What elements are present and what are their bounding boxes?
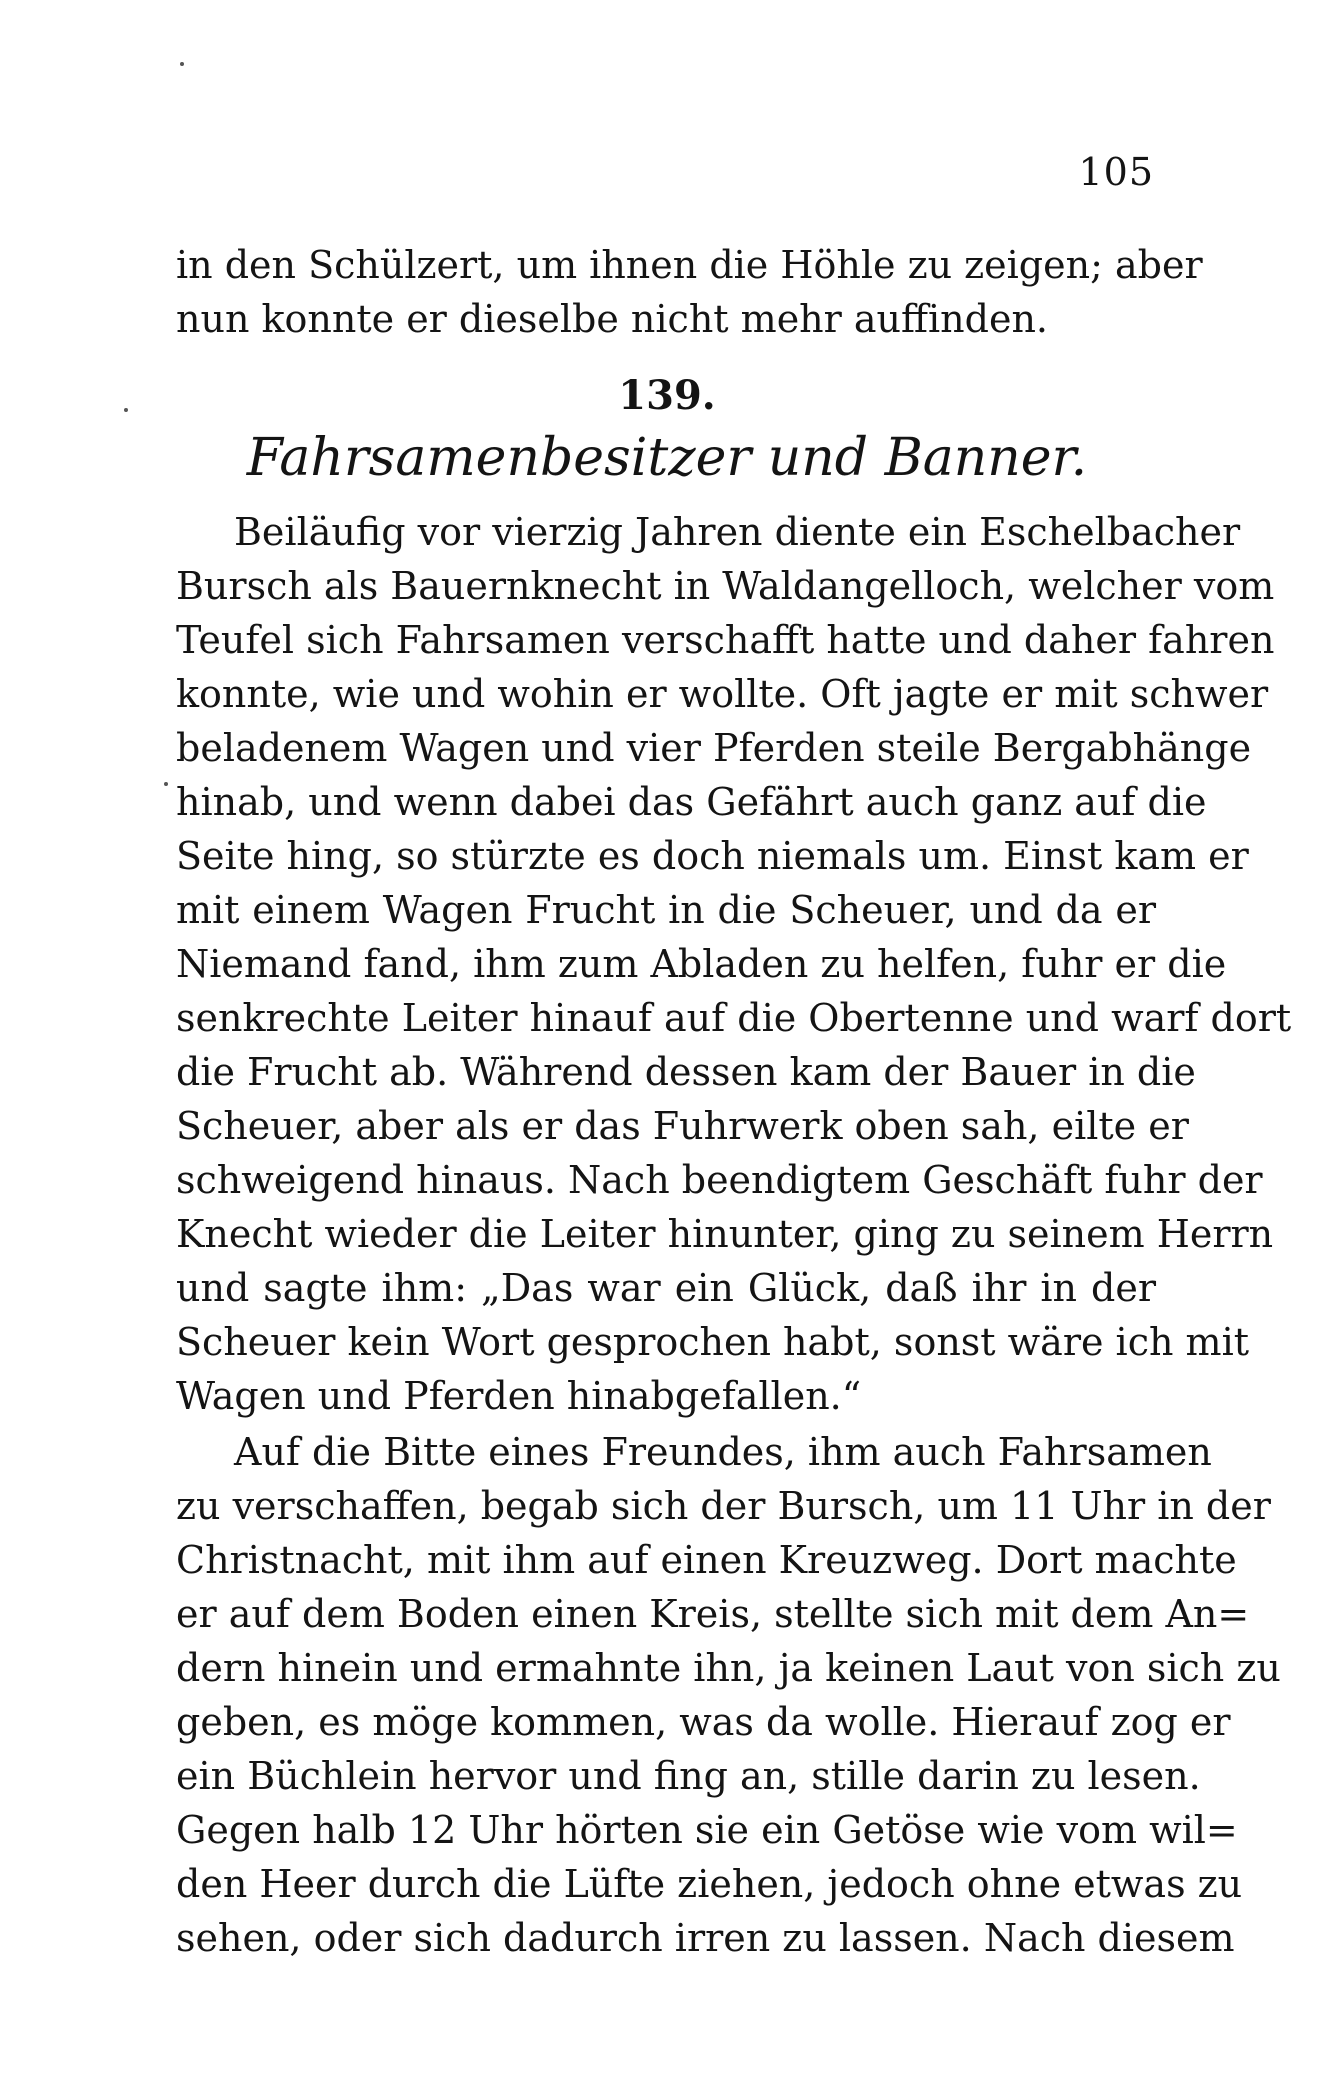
text-line: Niemand fand, ihm zum Abladen zu helfen, fuhr er die xyxy=(176,942,1227,986)
text-line: Gegen halb 12 Uhr hörten sie ein Getöse wie vom wil= xyxy=(176,1808,1238,1852)
text-line: mit einem Wagen Frucht in die Scheuer, und da er xyxy=(176,888,1156,932)
text-line: ein Büchlein hervor und fing an, stille darin zu lesen. xyxy=(176,1754,1201,1798)
text-line: Christnacht, mit ihm auf einen Kreuzweg. Dort machte xyxy=(176,1538,1237,1582)
text-line: die Frucht ab. Während dessen kam der Bauer in die xyxy=(176,1050,1196,1094)
text-line: Knecht wieder die Leiter hinunter, ging zu seinem Herrn xyxy=(176,1212,1274,1256)
text-line: und sagte ihm: „Das war ein Glück, daß ihr in der xyxy=(176,1266,1156,1310)
text-line: Wagen und Pferden hinabgefallen.“ xyxy=(176,1374,862,1418)
text-line: Bursch als Bauernknecht in Waldangelloch, welcher vom xyxy=(176,564,1275,608)
tale-title: Fahrsamenbesitzer und Banner. xyxy=(246,428,1088,488)
text-line: schweigend hinaus. Nach beendigtem Geschäft fuhr der xyxy=(176,1158,1263,1202)
top-text xyxy=(176,238,1203,346)
text-line: geben, es möge kommen, was da wolle. Hierauf zog er xyxy=(176,1700,1231,1744)
speck-mark xyxy=(180,62,184,66)
text-line: den Heer durch die Lüfte ziehen, jedoch ohne etwas zu xyxy=(176,1862,1243,1906)
paragraph-1 xyxy=(176,505,1292,1423)
text-line: konnte, wie und wohin er wollte. Oft jagte er mit schwer xyxy=(176,672,1269,716)
text-line: Beiläufig vor vierzig Jahren diente ein Eschelbacher xyxy=(234,510,1241,554)
text-line: nun konnte er dieselbe nicht mehr auffinden. xyxy=(176,297,1049,341)
text-line: beladenem Wagen und vier Pferden steile Bergabhänge xyxy=(176,726,1252,770)
page-number: 105 xyxy=(1078,150,1154,194)
paragraph-2 xyxy=(176,1425,1281,1965)
text-line: Auf die Bitte eines Freundes, ihm auch Fahrsamen xyxy=(234,1430,1212,1474)
text-line: zu verschaffen, begab sich der Bursch, um 11 Uhr in der xyxy=(176,1484,1271,1528)
text-line: er auf dem Boden einen Kreis, stellte sich mit dem An= xyxy=(176,1592,1250,1636)
text-line: sehen, oder sich dadurch irren zu lassen. Nach diesem xyxy=(176,1916,1235,1960)
text-line: senkrechte Leiter hinauf auf die Obertenne und warf dort xyxy=(176,996,1292,1040)
text-line: Seite hing, so stürzte es doch niemals um. Einst kam er xyxy=(176,834,1249,878)
speck-mark xyxy=(164,782,168,786)
tale-number: 139. xyxy=(618,372,716,419)
text-line: dern hinein und ermahnte ihn, ja keinen Laut von sich zu xyxy=(176,1646,1281,1690)
text-line: Teufel sich Fahrsamen verschafft hatte und daher fahren xyxy=(176,618,1275,662)
text-line: Scheuer, aber als er das Fuhrwerk oben sah, eilte er xyxy=(176,1104,1189,1148)
text-line: in den Schülzert, um ihnen die Höhle zu zeigen; aber xyxy=(176,243,1203,287)
text-line: Scheuer kein Wort gesprochen habt, sonst wäre ich mit xyxy=(176,1320,1249,1364)
text-line: hinab, und wenn dabei das Gefährt auch ganz auf die xyxy=(176,780,1207,824)
